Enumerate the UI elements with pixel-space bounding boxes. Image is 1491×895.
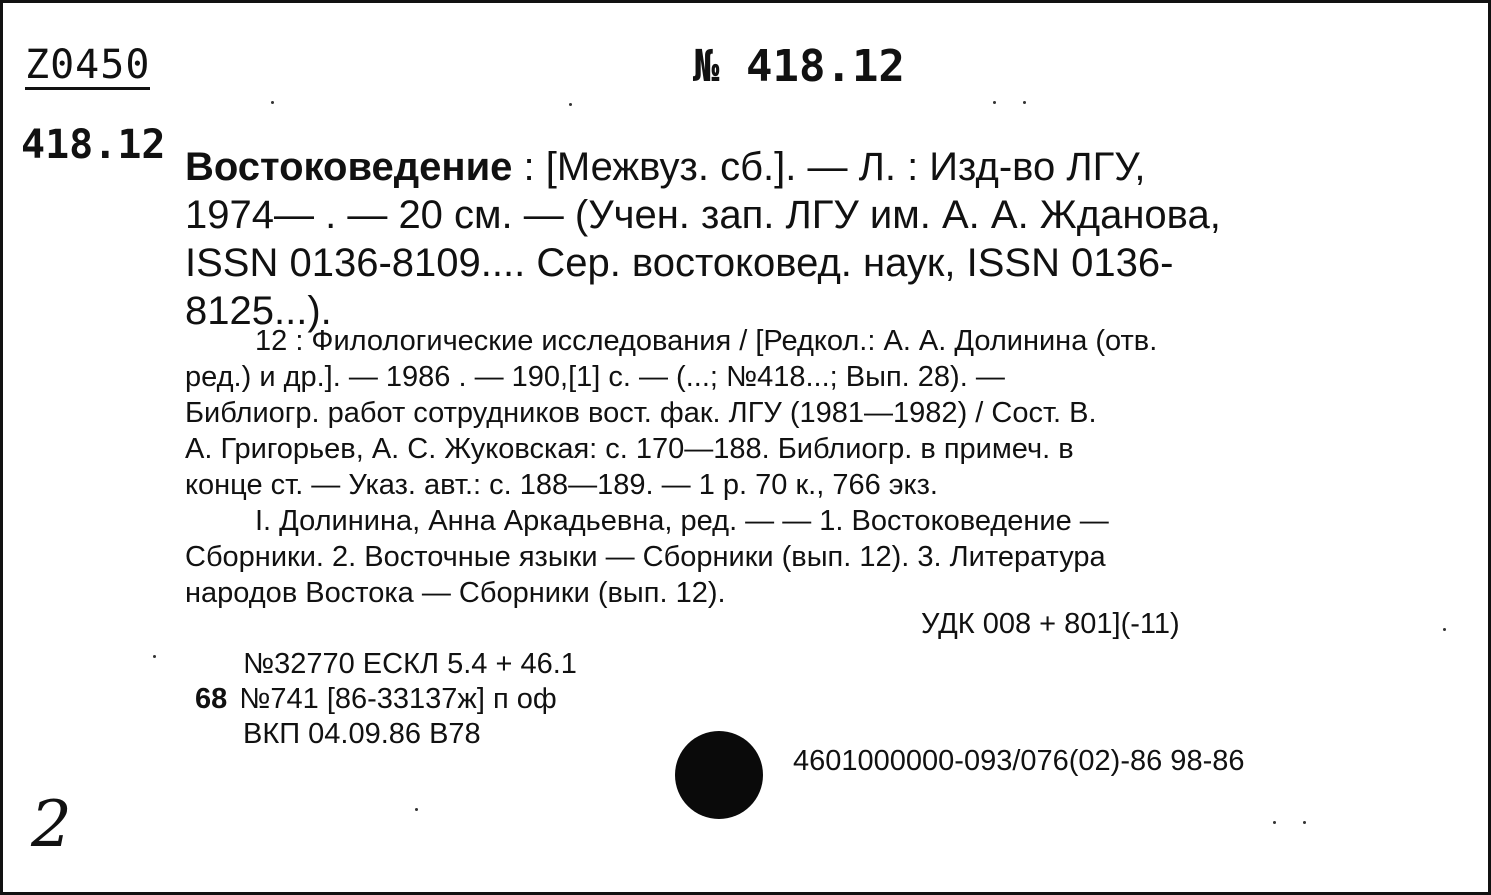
speck bbox=[153, 655, 156, 658]
volume-entry-line-2: ред.) и др.]. — 1986 . — 190,[1] с. — (...; №418...; Вып. 28). — bbox=[185, 361, 1005, 393]
isbn-line: 4601000000-093/076(02)-86 98-86 bbox=[793, 745, 1245, 777]
volume-entry bbox=[185, 323, 1350, 503]
main-entry-publisher: : [Межвуз. сб.]. — Л. : Изд-во ЛГУ, bbox=[512, 145, 1146, 189]
subject-line-1: I. Долинина, Анна Аркадьевна, ред. — — 1. Востоковедение — bbox=[255, 505, 1109, 537]
main-entry-line-2: 1974— . — 20 см. — (Учен. зап. ЛГУ им. А. А. Жданова, bbox=[185, 193, 1221, 237]
registration-line-3: ВКП 04.09.86 В78 bbox=[243, 718, 481, 750]
stamp-code: Z0450 bbox=[25, 42, 151, 88]
registration-number: 68 bbox=[195, 683, 228, 715]
speck bbox=[1023, 101, 1026, 104]
header-number: № 418.12 bbox=[693, 41, 905, 92]
subject-line-2: Сборники. 2. Восточные языки — Сборники (вып. 12). 3. Литература bbox=[185, 541, 1106, 573]
speck bbox=[1443, 628, 1446, 631]
speck bbox=[1303, 821, 1306, 824]
main-entry-line-3: ISSN 0136-8109.... Сер. востоковед. наук, ISSN 0136- bbox=[185, 241, 1174, 285]
main-entry-title: Востоковедение bbox=[185, 145, 513, 189]
subject-headings bbox=[185, 503, 1350, 611]
main-entry-line-4: 8125...). bbox=[185, 289, 332, 333]
speck bbox=[271, 101, 274, 104]
speck bbox=[1273, 821, 1276, 824]
speck bbox=[569, 103, 572, 106]
udk-code: УДК 008 + 801](-11) bbox=[921, 608, 1180, 640]
main-entry bbox=[185, 143, 1350, 335]
registration-line-2 bbox=[195, 681, 557, 717]
punch-hole bbox=[675, 731, 763, 819]
volume-entry-line-5: конце ст. — Указ. авт.: с. 188—189. — 1 р. 70 к., 766 экз. bbox=[185, 469, 938, 501]
shelf-mark: 418.12 bbox=[21, 122, 166, 168]
volume-entry-line-4: А. Григорьев, А. С. Жуковская: с. 170—188. Библиогр. в примеч. в bbox=[185, 433, 1074, 465]
subject-line-3: народов Востока — Сборники (вып. 12). bbox=[185, 577, 726, 609]
main-entry-line-1 bbox=[185, 143, 1350, 191]
speck bbox=[415, 808, 418, 811]
registration-details: №741 [86-33137ж] п оф bbox=[239, 683, 557, 715]
speck bbox=[993, 101, 996, 104]
volume-entry-line-3: Библиогр. работ сотрудников вост. фак. ЛГУ (1981—1982) / Сост. В. bbox=[185, 397, 1097, 429]
volume-entry-line-1: 12 : Филологические исследования / [Редкол.: А. А. Долинина (отв. bbox=[255, 325, 1158, 357]
registration-line-1: №32770 ЕСКЛ 5.4 + 46.1 bbox=[243, 648, 577, 680]
handwritten-mark: 2 bbox=[31, 788, 72, 862]
